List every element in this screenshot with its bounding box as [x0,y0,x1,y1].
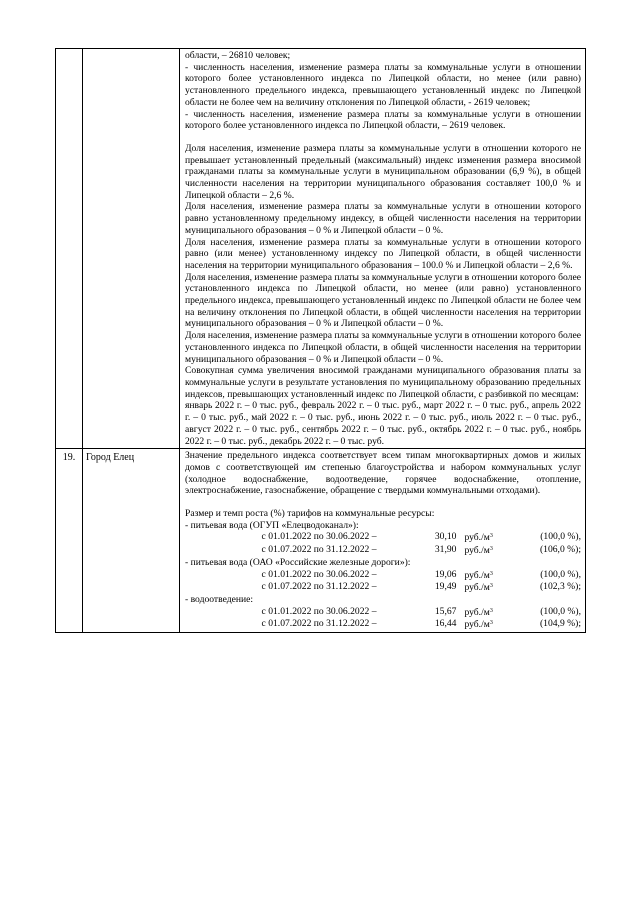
row-number: 19. [56,449,83,633]
tariff-value: 19,06 [434,568,457,580]
paragraph: Доля населения, изменение размера платы за коммунальные услуги в отношении которого более установленного индекса по Липецкой области, в общей численности населения на территории муниципального образования – 0 % и Липецкой области – 0 %. [185,330,581,365]
tariff-percent: (106,0 %); [539,544,581,556]
spacer [185,497,581,508]
tariff-percent: (100,0 %), [540,568,581,580]
tariff-line [185,581,581,594]
tariff-group [185,520,581,557]
row-number-cell-empty [56,49,83,449]
tariff-percent: (102,3 %); [539,581,581,593]
tariff-table [55,48,586,633]
tariff-unit: $руб./м^3$ [464,606,493,618]
tariffs-heading: Размер и темп роста (%) тарифов на коммунальные ресурсы: [185,508,435,520]
tariff-to: по 30.06.2022 – [313,605,377,617]
tariff-from: с 01.07.2022 [261,618,312,630]
table-row-continued [56,49,586,449]
tariff-from: с 01.07.2022 [261,544,312,556]
tariff-to: по 31.12.2022 – [313,544,377,556]
paragraph: январь 2022 г. – 0 тыс. руб., февраль 2022 г. – 0 тыс. руб., март 2022 г. – 0 тыс. руб., апрель 2022 г. – 0 тыс. руб., май 2022 г. – 0 тыс. руб., июнь 2022 г. – 0 тыс. руб., июль 2022 г. – 0 тыс. руб., август 2022 г. – 0 тыс. руб., сентябрь 2022 г. – 0 тыс. руб., октябрь 2022 г. – 0 тыс. руб., ноябрь 2022 г. – 0 тыс. руб., декабрь 2022 г. – 0 тыс. руб. [185,400,581,447]
tariff-group-title: - водоотведение: [185,593,254,605]
paragraph: области, – 26810 человек; [185,50,291,61]
tariff-group [185,594,581,631]
row-details-cell [180,449,586,633]
row-details-cell [180,49,586,449]
tariff-value: 16,44 [434,618,457,630]
paragraph: - численность населения, изменение размера платы за коммунальные услуги в отношении которого более установленного индекса по Липецкой области, но менее (или равно) установленного предельного индекса, превышающего установленный индекс по Липецкой области не более чем на величину отклонения по Липецкой области, - 2619 человек; [185,61,581,108]
tariff-to: по 31.12.2022 – [313,618,377,630]
tariff-line [185,531,581,544]
paragraph: Значение предельного индекса соответствует всем типам многоквартирных домов и жилых домов с соответствующей им степенью благоустройства и набором коммунальных услуг (холодное водоснабжение, водоотведение, горячее водоснабжение, отопление, электроснабжение, газоснабжение, обращение с твердыми коммунальными отходами). [185,450,581,497]
tariff-from: с 01.07.2022 [261,581,312,593]
tariff-unit: $руб./м^3$ [464,532,493,544]
paragraph: Совокупная сумма увеличения вносимой гражданами муниципального образования платы за коммунальные услуги в результате установления по муниципальному образованию предельных индексов, превышающих установленный индекс по Липецкой области, с разбивкой по месяцам: [185,365,581,400]
paragraph: Доля населения, изменение размера платы за коммунальные услуги в отношении которого равно (или менее) установленному индексу по Липецкой области, в общей численности населения на территории муниципального образования – 100.0 % и Липецкой области – 2,6 %. [185,236,581,271]
tariff-value: 31,90 [434,544,457,556]
tariff-to: по 30.06.2022 – [313,531,377,543]
tariff-from: с 01.01.2022 [261,568,312,580]
tariff-to: по 30.06.2022 – [313,568,377,580]
tariff-from: с 01.01.2022 [261,531,312,543]
tariff-from: с 01.01.2022 [261,605,312,617]
paragraph: Доля населения, изменение размера платы за коммунальные услуги в отношении которого не превышает установленный предельный (максимальный) индекс изменения размера вносимой гражданами платы за коммунальные услуги в муниципальном образовании (6,9 %), в общей численности населения на территории муниципального образования составляет 100,0 % и Липецкой области – 2,6 %. [185,142,581,201]
tariff-group-title: - питьевая вода (ОГУП «Елецводоканал»): [185,519,359,531]
tariff-unit: $руб./м^3$ [464,619,493,631]
tariff-group-title: - питьевая вода (ОАО «Российские железные дороги»): [185,556,411,568]
paragraph: Доля населения, изменение размера платы за коммунальные услуги в отношении которого равно установленному предельному индексу, в общей численности населения на территории муниципального образования – 0 % и Липецкой области – 0 %. [185,201,581,236]
tariff-percent: (100,0 %), [540,531,581,543]
tariff-line [185,569,581,582]
tariff-value: 19,49 [434,581,457,593]
row-name-cell-empty [83,49,180,449]
tariff-percent: (104,9 %); [539,618,581,630]
tariff-to: по 31.12.2022 – [313,581,377,593]
paragraph: Доля населения, изменение размера платы за коммунальные услуги в отношении которого более установленного индекса по Липецкой области, но менее (или равно) установленного предельного индекса, превышающего установленный индекс по Липецкой области не более чем на величину отклонения по Липецкой области, в общей численности населения на территории муниципального образования – 0 % и Липецкой области – 0 %. [185,271,581,330]
paragraph: - численность населения, изменение размера платы за коммунальные услуги в отношении которого более установленного индекса по Липецкой области, – 2619 человек. [185,108,581,132]
tariff-percent: (100,0 %), [540,605,581,617]
tariff-value: 30,10 [434,531,457,543]
spacer [185,132,581,143]
table-row-19 [56,449,586,633]
tariff-unit: $руб./м^3$ [464,582,493,594]
tariff-line [185,618,581,631]
municipality-name: Город Елец [83,449,180,633]
tariff-line [185,544,581,557]
tariff-group [185,557,581,594]
tariff-value: 15,67 [434,605,457,617]
tariff-unit: $руб./м^3$ [464,545,493,557]
tariff-line [185,606,581,619]
tariff-unit: $руб./м^3$ [464,569,493,581]
